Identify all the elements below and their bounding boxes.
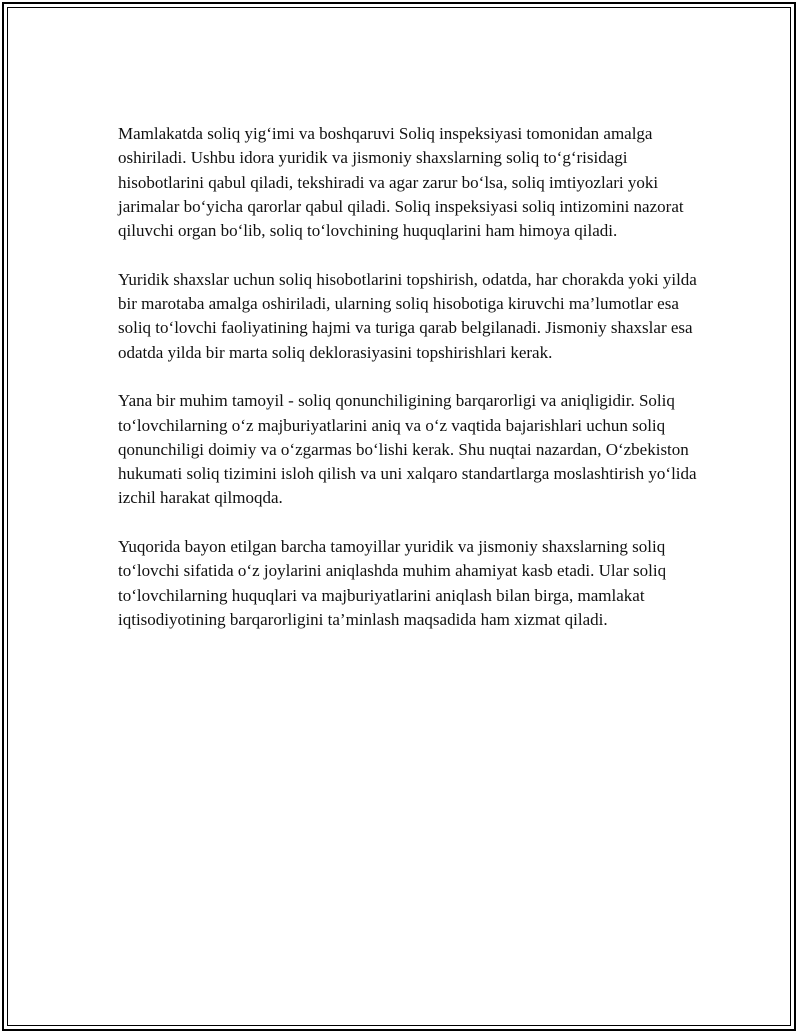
document-body (118, 122, 698, 657)
paragraph-2: Yuridik shaxslar uchun soliq hisobotlarini topshirish, odatda, har chorakda yoki yilda bir marotaba amalga oshiriladi, ularning soliq hisobotiga kiruvchi ma’lumotlar esa soliq to‘lovchi faoliyatining hajmi va turiga qarab belgilanadi. Jismoniy shaxslar esa odatda yilda bir marta soliq deklorasiyasini topshirishlari kerak. (118, 269, 697, 362)
paragraph-4: Yuqorida bayon etilgan barcha tamoyillar yuridik va jismoniy shaxslarning soliq to‘lovchi sifatida o‘z joylarini aniqlashda muhim ahamiyat kasb etadi. Ular soliq to‘lovchilarning huquqlari va majburiyatlarini aniqlash bilan birga, mamlakat iqtisodiyotining barqarorligini ta’minlash maqsadida ham xizmat qiladi. (118, 537, 667, 629)
paragraph-3: Yana bir muhim tamoyil - soliq qonunchiligining barqarorligi va aniqligidir. Soliq to‘lovchilarning o‘z majburiyatlarini aniq va o‘z vaqtida bajarishlari uchun soliq qonunchiligi doimiy va o‘zgarmas bo‘lishi kerak. Shu nuqtai nazardan, O‘zbekiston hukumati soliq tizimini isloh qilish va uni xalqaro standartlarga moslashtirish yo‘lida izchil harakat qilmoqda. (118, 391, 697, 508)
paragraph-1: Mamlakatda soliq yig‘imi va boshqaruvi Soliq inspeksiyasi tomonidan amalga oshiriladi. Ushbu idora yuridik va jismoniy shaxslarning soliq to‘g‘risidagi hisobotlarini qabul qiladi, tekshiradi va agar zarur bo‘lsa, soliq imtiyozlari yoki jarimalar bo‘yicha qarorlar qabul qiladi. Soliq inspeksiyasi soliq intizomini nazorat qiluvchi organ bo‘lib, soliq to‘lovchining huquqlarini ham himoya qiladi. (118, 124, 684, 241)
document-page (2, 2, 796, 1031)
